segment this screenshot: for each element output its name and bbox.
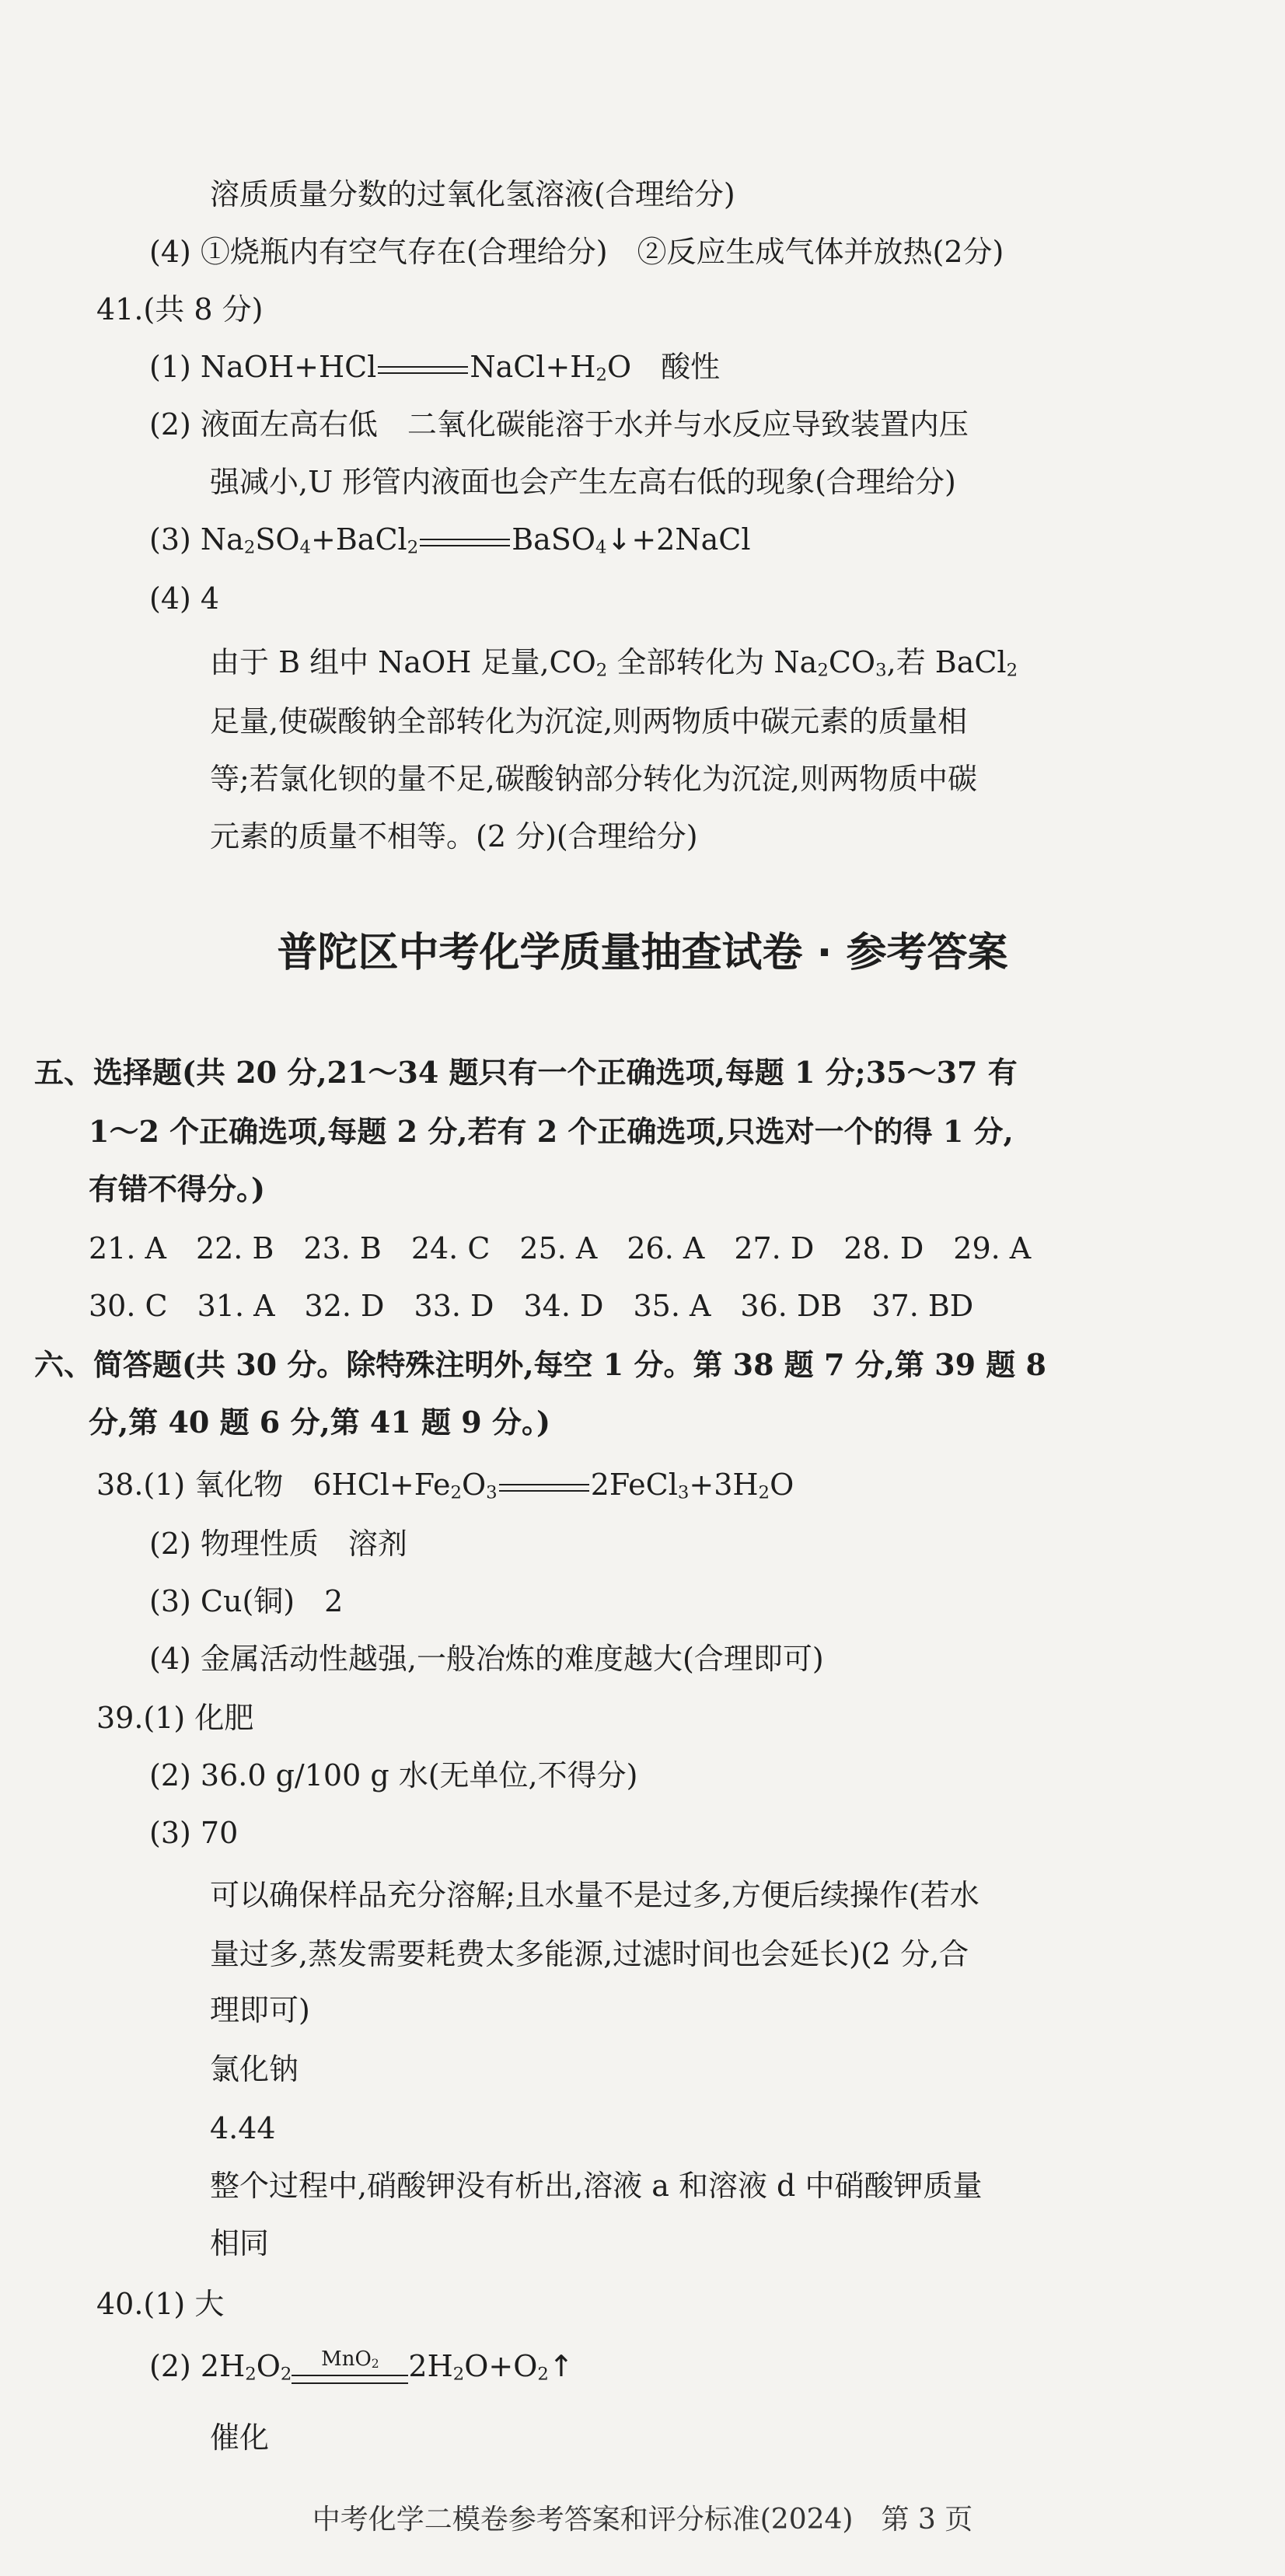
equation-line: (3) $Na_2SO_4+BaCl_2$ BaSO$_4$↓+2NaCl — [149, 522, 751, 558]
section-title: 普陀区中考化学质量抽查试卷 · 参考答案 — [277, 930, 1008, 976]
section-heading: 六、简答题(共 30 分。除特殊注明外,每空 1 分。第 38 题 7 分,第 39 题 8 — [34, 1347, 1046, 1382]
equals-sign — [378, 361, 468, 379]
answer-line: 可以确保样品充分溶解;且水量不是过多,方便后续操作(若水 — [210, 1878, 979, 1912]
answer-line: (3) Cu(铜) 2 — [149, 1584, 344, 1618]
answer-line: 催化 — [210, 2421, 270, 2455]
answer-line: 量过多,蒸发需要耗费太多能源,过滤时间也会延长)(2 分,合 — [210, 1937, 969, 1971]
answer-line: (4) 金属活动性越强,一般冶炼的难度越大(合理即可) — [149, 1642, 824, 1676]
section-heading: 分,第 40 题 6 分,第 41 题 9 分。) — [89, 1405, 550, 1440]
gas-arrow-icon: ↑ — [548, 2349, 574, 2383]
answer-line: 整个过程中,硝酸钾没有析出,溶液 a 和溶液 d 中硝酸钾质量 — [210, 2169, 983, 2203]
answer-line: 4.44 — [210, 2111, 276, 2145]
question-number: 41.(共 8 分) — [96, 292, 264, 326]
answer-line: (2) 物理性质 溶剂 — [149, 1527, 407, 1561]
answer-line: 元素的质量不相等。(2 分)(合理给分) — [210, 819, 698, 853]
answer-line: (2) 液面左高右低 二氧化碳能溶于水并与水反应导致装置内压 — [149, 407, 969, 442]
equation-line: 38.(1) 氧化物 $6HCl+Fe_2O_3$ $2FeCl_3+3H_2O$ — [96, 1468, 794, 1503]
choice-answers: 30. C 31. A 32. D 33. D 34. D 35. A 36. DB 37. BD — [89, 1289, 974, 1323]
answer-line: 足量,使碳酸钠全部转化为沉淀,则两物质中碳元素的质量相 — [210, 704, 968, 738]
answer-line: 强减小,U 形管内液面也会产生左高右低的现象(合理给分) — [210, 465, 956, 499]
section-heading: 五、选择题(共 20 分,21～34 题只有一个正确选项,每题 1 分;35～37 有 — [34, 1055, 1018, 1090]
answer-line: 由于 B 组中 NaOH 足量$,CO_2$ 全部转化为 $Na_2CO_3$,若 BaCl$_2$ — [210, 645, 1018, 681]
question-number: 40.(1) 大 — [96, 2287, 225, 2321]
answer-line: 相同 — [210, 2226, 270, 2260]
precipitate-arrow-icon: ↓ — [606, 522, 632, 557]
answer-line: (3) 70 — [149, 1816, 239, 1850]
answer-line: 理即可) — [210, 1993, 310, 2027]
page-footer: 中考化学二模卷参考答案和评分标准(2024) 第 3 页 — [312, 2504, 973, 2536]
answer-line: 氯化钠 — [210, 2052, 299, 2086]
answer-line: 等;若氯化钡的量不足,碳酸钠部分转化为沉淀,则两物质中碳 — [210, 762, 977, 796]
equals-sign — [499, 1478, 589, 1497]
answer-line: (4) ①烧瓶内有空气存在(合理给分) ②反应生成气体并放热(2分) — [149, 235, 1004, 269]
equals-sign — [420, 533, 510, 552]
answer-line: (2) 36.0 g/100 g 水(无单位,不得分) — [149, 1758, 638, 1792]
choice-answers: 21. A 22. B 23. B 24. C 25. A 26. A 27. D 28. D 29. A — [89, 1231, 1032, 1265]
reaction-condition: MnO$_2$ — [292, 2353, 408, 2393]
section-heading: 有错不得分。) — [89, 1171, 265, 1206]
answer-line: 溶质质量分数的过氧化氢溶液(合理给分) — [210, 177, 735, 211]
equation-line: (1) NaOH+HCl $NaCl+H_2O$ 酸性 — [149, 350, 721, 386]
question-number: 39.(1) 化肥 — [96, 1701, 254, 1735]
equation-line: (2) $2H_2O_2$ MnO$_2$ $2H_2O+O_2↑$ — [149, 2347, 574, 2393]
section-heading: 1～2 个正确选项,每题 2 分,若有 2 个正确选项,只选对一个的得 1 分, — [89, 1114, 1014, 1149]
answer-line: (4) 4 — [149, 581, 220, 616]
